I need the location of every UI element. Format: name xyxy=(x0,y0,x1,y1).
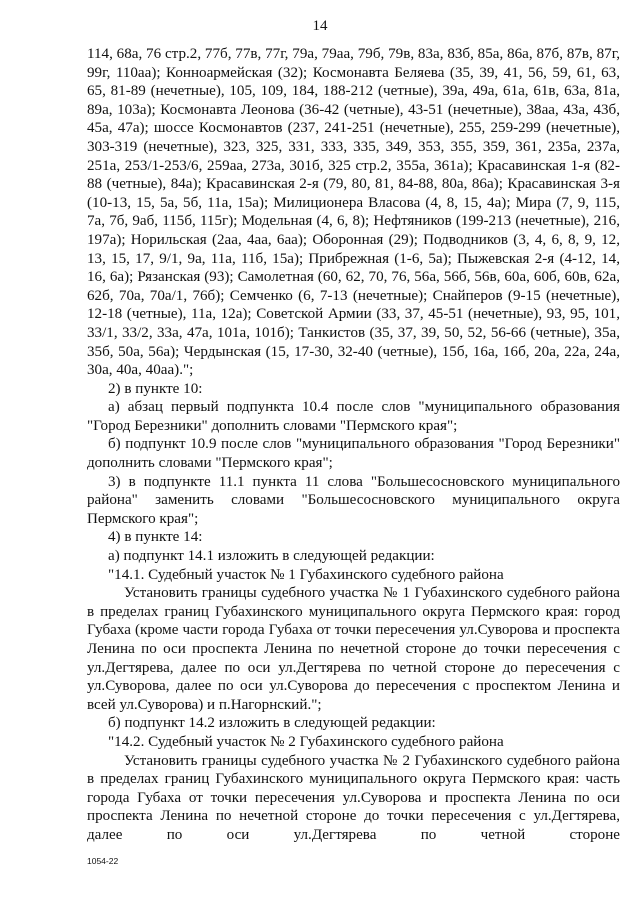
paragraph-item-4a: а) подпункт 14.1 изложить в следующей редакции: xyxy=(108,548,435,565)
paragraph-item-2b: б) подпункт 10.9 после слов "муниципального образования "Город Березники" дополнить словами "Пермского края"; xyxy=(87,436,620,472)
document-code: 1054-22 xyxy=(87,856,119,866)
paragraph-section-14-2-title: "14.2. Судебный участок № 2 Губахинского судебного района xyxy=(108,733,504,750)
paragraph-item-4: 4) в пункте 14: xyxy=(108,529,203,546)
paragraph-section-14-1-text: Установить границы судебного участка № 1 Губахинского судебного района в пределах границ Губахинского муниципального округа Пермского края: город Губаха (кроме части города Губаха от точки пересечения ул.Суворова и проспекта Ленина по оси проспекта Ленина по нечетной стороне до точки пересечения с ул.Дегтярева, далее по оси ул.Дегтярева по четной стороне до пересечения с ул.Суворова, далее по оси ул.Суворова до пересечения с проспектом Ленина и всей ул.Суворова) и п.Нагорнский."; xyxy=(87,585,620,713)
paragraph-item-2: 2) в пункте 10: xyxy=(108,380,203,397)
paragraph-section-14-1-title: "14.1. Судебный участок № 1 Губахинского судебного района xyxy=(108,566,504,583)
paragraph-item-2a: а) абзац первый подпункта 10.4 после слов "муниципального образования "Город Березники" дополнить словами "Пермского края"; xyxy=(87,399,620,434)
paragraph-item-3: 3) в подпункте 11.1 пункта 11 слова "Большесосновского муниципального района" заменить словами "Большесосновского муниципального округа Пермского края"; xyxy=(87,473,620,527)
page-number: 14 xyxy=(312,18,328,34)
paragraph-street-list: 114, 68а, 76 стр.2, 77б, 77в, 77г, 79а, 79аа, 79б, 79в, 83а, 83б, 85а, 86а, 87б, 87в, 87г, 99г, 110аа); Конноармейская (32); Космонавта Беляева (35, 39, 41, 56, 59, 61, 63, 65, 81-89 (нечетные), 105, 109, 184, 188-212 (четные), 39а, 49а, 61а, 61в, 63а, 81а, 89а, 103а); Космонавта Леонова (36-42 (четные), 43-51 (нечетные), 38аа, 43а, 43б, 45а, 47а); шоссе Космонавтов (237, 241-251 (нечетные), 255, 259-299 (нечетные), 303-319 (нечетные), 323, 325, 331, 333, 335, 349, 353, 355, 359, 361, 235а, 237а, 251а, 253/1-253/6, 259аа, 273а, 301б, 325 стр.2, 355а, 361а); Красавинская 1-я (82-88 (четные), 84а); Красавинская 2-я (79, 80, 81, 84-88, 80а, 86а); Красавинская 3-я (10-13, 15, 5а, 5б, 11а, 15а); Милиционера Власова (4, 8, 15, 4а); Мира (7, 9, 115, 7а, 7б, 9аб, 115б, 115г); Модельная (4, 6, 8); Нефтяников (199-213 (нечетные), 216, 197а); Норильская (2аа, 4аа, 6аа); Оборонная (29); Подводников (3, 4, 6, 8, 9, 12, 13, 15, 17, 9/1, 9а, 11а, 11б, 15а); Прибрежная (1-6, 5а); Пыжевская 2-я (4-12, 14, 16, 6а); Рязанская (93); Самолетная (60, 62, 70, 76, 56а, 56б, 56в, 60а, 60б, 60в, 62а, 62б, 70а, 70а/1, 76б); Семченко (6, 7-13 (нечетные); Снайперов (9-15 (нечетные), 12-18 (четные), 11а, 12а); Советской Армии (33, 37, 45-51 (нечетные), 93, 95, 101, 33/1, 33/2, 33а, 47а, 101а, 101б); Танкистов (35, 37, 39, 50, 52, 56-66 (четные), 35а, 35б, 50а, 56а); Чердынская (15, 17-30, 32-40 (четные), 15б, 16а, 16б, 20а, 22а, 24а, 30а, 40а, 40аа)."; xyxy=(87,46,620,379)
paragraph-section-14-2-text: Установить границы судебного участка № 2 Губахинского судебного района в пределах границ Губахинского муниципального округа Пермского края: часть города Губаха от точки пересечения ул.Суворова и проспекта Ленина по оси проспекта Ленина по нечетной стороне до точки пересечения с ул.Дегтярева, далее по оси ул.Дегтярева по четной стороне xyxy=(87,752,620,843)
paragraph-item-4b: б) подпункт 14.2 изложить в следующей редакции: xyxy=(108,715,436,732)
document-body xyxy=(87,45,620,845)
